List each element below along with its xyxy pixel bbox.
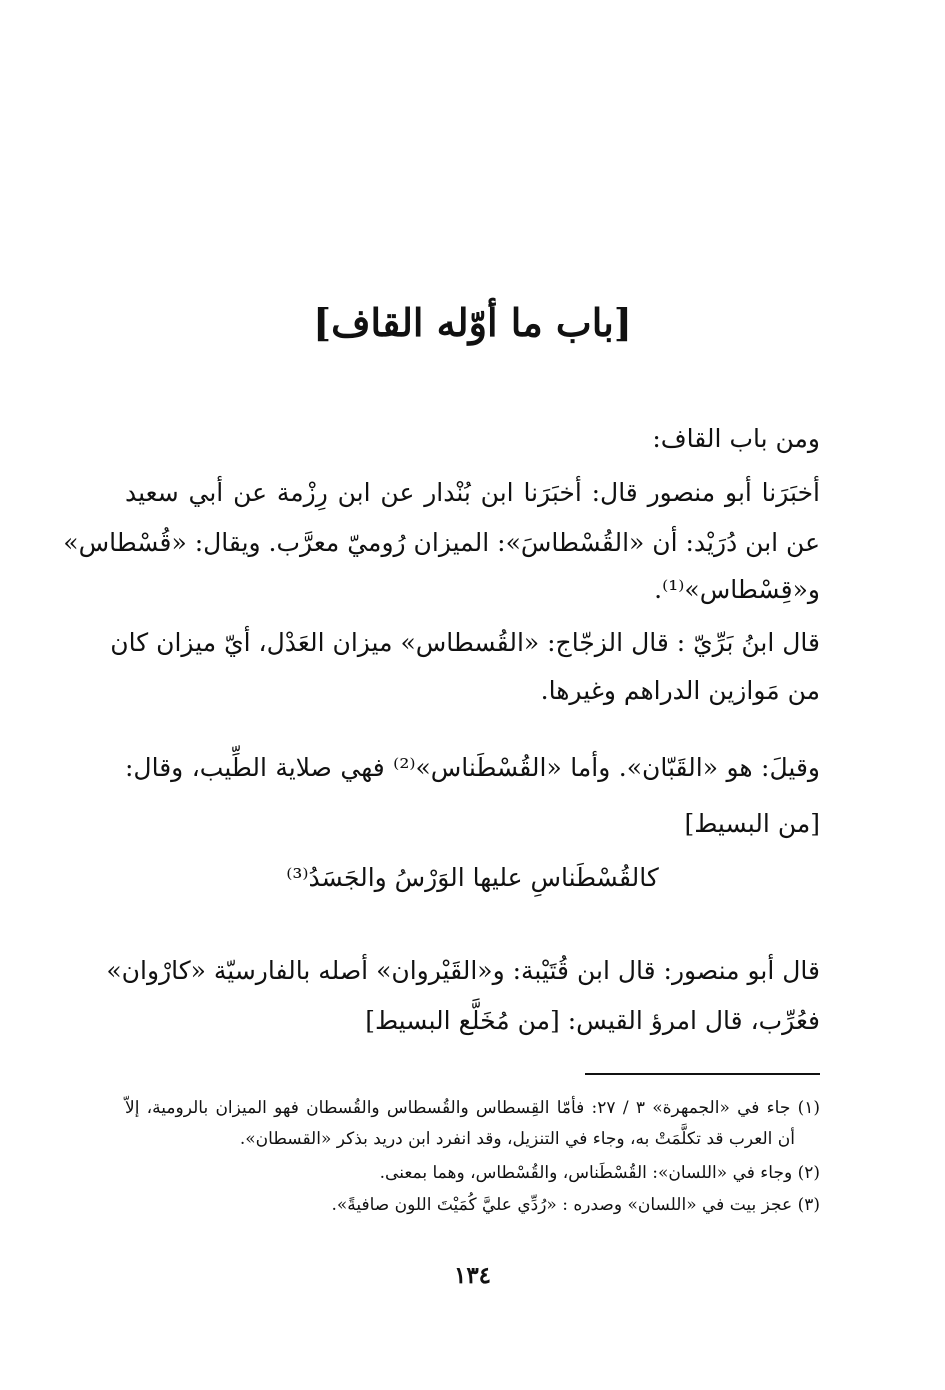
paragraph-line: من مَوازين الدراهم وغيرها.	[540, 676, 820, 705]
chapter-title: [باب ما أوّله القاف]	[313, 300, 632, 345]
paragraph-line: وقيلَ: هو «القَبّان». وأما «القُسْطَناس»⁽²⁾ فهي صلاية الطِّيب، وقال:	[125, 753, 820, 782]
footnote-3: (٣) عجز بيت في «اللسان» وصدره : «رُدِّي عليَّ كُمَيْتَ اللون صافيةً».	[331, 1195, 820, 1215]
paragraph-line: أخبَرَنا أبو منصور قال: أخبَرَنا ابن بُنْدار عن ابن رِزْمة عن أبي سعيد	[125, 478, 820, 507]
paragraph-line: قال ابنُ بَرِّيّ : قال الزجّاج: «القُسطاس» ميزان العَدْل، أيّ ميزان كان	[110, 628, 820, 657]
paragraph-line: قال أبو منصور: قال ابن قُتَيْبة: و«القَيْروان» أصله بالفارسيّة «كارْوان»	[106, 956, 820, 985]
footnote-1-continuation: أن العرب قد تكلَّمَتْ به، وجاء في التنزيل، وقد انفرد ابن دريد بذكر «القسطان».	[239, 1129, 795, 1149]
paragraph-line: عن ابن دُرَيْد: أن «القُسْطاسَ»: الميزان رُوميّ معرَّب. ويقال: «قُسْطاس»	[63, 528, 820, 557]
meter-label: [من البسيط]	[684, 809, 820, 838]
paragraph-line: فعُرِّب، قال امرؤ القيس: [من مُخَلَّع البسيط]	[365, 1006, 820, 1035]
page-number: ١٣٤	[453, 1262, 492, 1289]
verse-line: كالقُسْطَناسِ عليها الوَرْسُ والجَسَدُ⁽³⁾	[286, 863, 659, 892]
footnote-1: (١) جاء في «الجمهرة» ٣ / ٢٧: فأمّا القِسطاس والقُسطاس والقُسطان فهو الميزان بالرومية، إلاّ	[125, 1098, 820, 1118]
section-intro: ومن باب القاف:	[652, 424, 820, 453]
paragraph-line: و«قِسْطاس»⁽¹⁾.	[654, 575, 820, 604]
footnote-separator	[585, 1073, 820, 1075]
footnote-2: (٢) وجاء في «اللسان»: القُسْطَناس، والقُسْطاس، وهما بمعنى.	[379, 1163, 820, 1183]
